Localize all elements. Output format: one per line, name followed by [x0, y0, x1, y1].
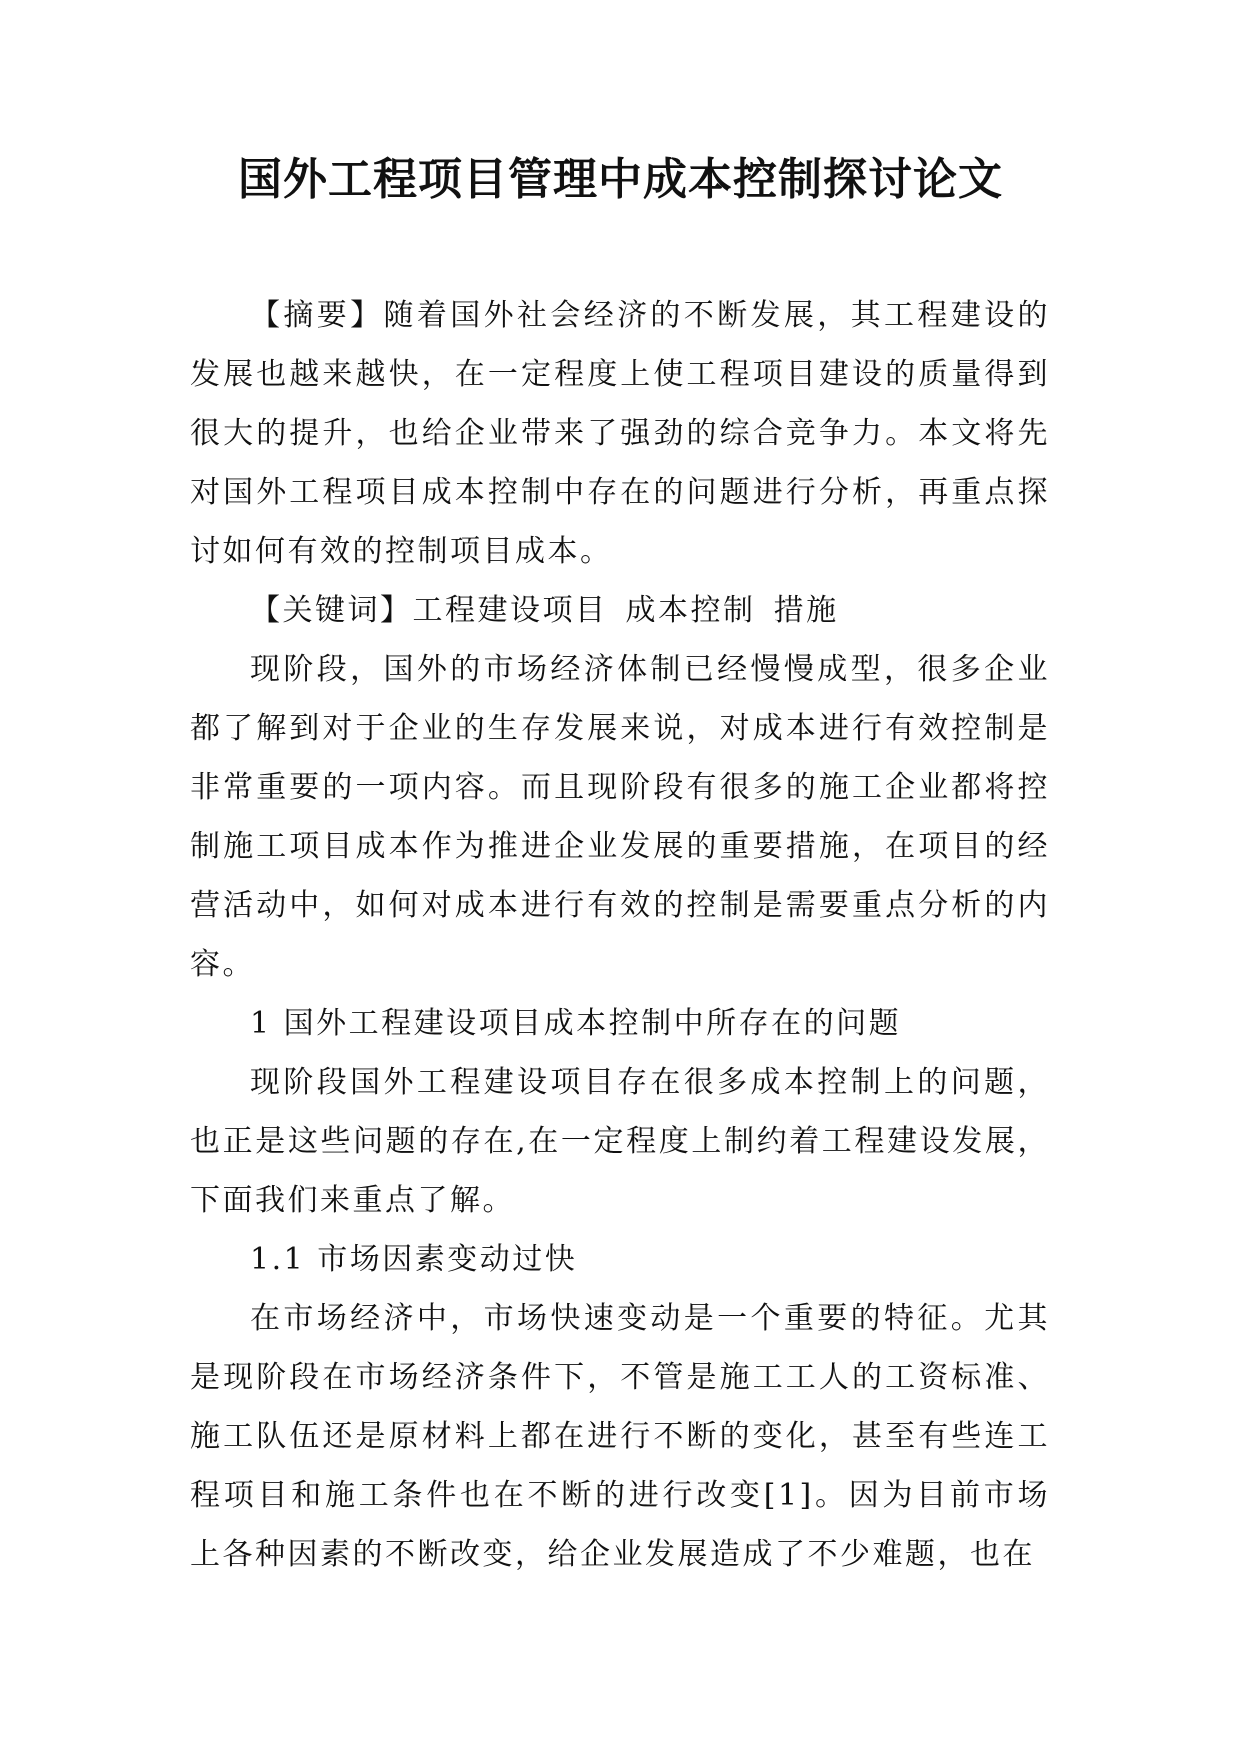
section-heading-1-1: 1.1 市场因素变动过快 — [250, 1242, 578, 1277]
document-body — [190, 286, 1050, 1584]
intro-paragraph: 现阶段，国外的市场经济体制已经慢慢成型，很多企业都了解到对于企业的生存发展来说，对成本进行有效控制是非常重要的一项内容。而且现阶段有很多的施工企业都将控制施工项目成本作为推进企业发展的重要措施，在项目的经营活动中，如何对成本进行有效的控制是需要重点分析的内容。 — [190, 652, 1050, 982]
abstract-paragraph: 【摘要】随着国外社会经济的不断发展，其工程建设的发展也越来越快，在一定程度上使工程项目建设的质量得到很大的提升，也给企业带来了强劲的综合竞争力。本文将先对国外工程项目成本控制中存在的问题进行分析，再重点探讨如何有效的控制项目成本。 — [190, 298, 1050, 569]
section-heading-1: 1 国外工程建设项目成本控制中所存在的问题 — [250, 1006, 902, 1041]
keywords-paragraph: 【关键词】工程建设项目 成本控制 措施 — [250, 593, 839, 628]
section-1-paragraph: 现阶段国外工程建设项目存在很多成本控制上的问题，也正是这些问题的存在,在一定程度上制约着工程建设发展，下面我们来重点了解。 — [190, 1065, 1050, 1218]
document-title: 国外工程项目管理中成本控制探讨论文 — [238, 154, 1003, 205]
section-1-1-paragraph: 在市场经济中，市场快速变动是一个重要的特征。尤其是现阶段在市场经济条件下，不管是施工工人的工资标准、施工队伍还是原材料上都在进行不断的变化，甚至有些连工程项目和施工条件也在不断的进行改变[1]。因为目前市场上各种因素的不断改变，给企业发展造成了不少难题，也在 — [190, 1301, 1050, 1572]
